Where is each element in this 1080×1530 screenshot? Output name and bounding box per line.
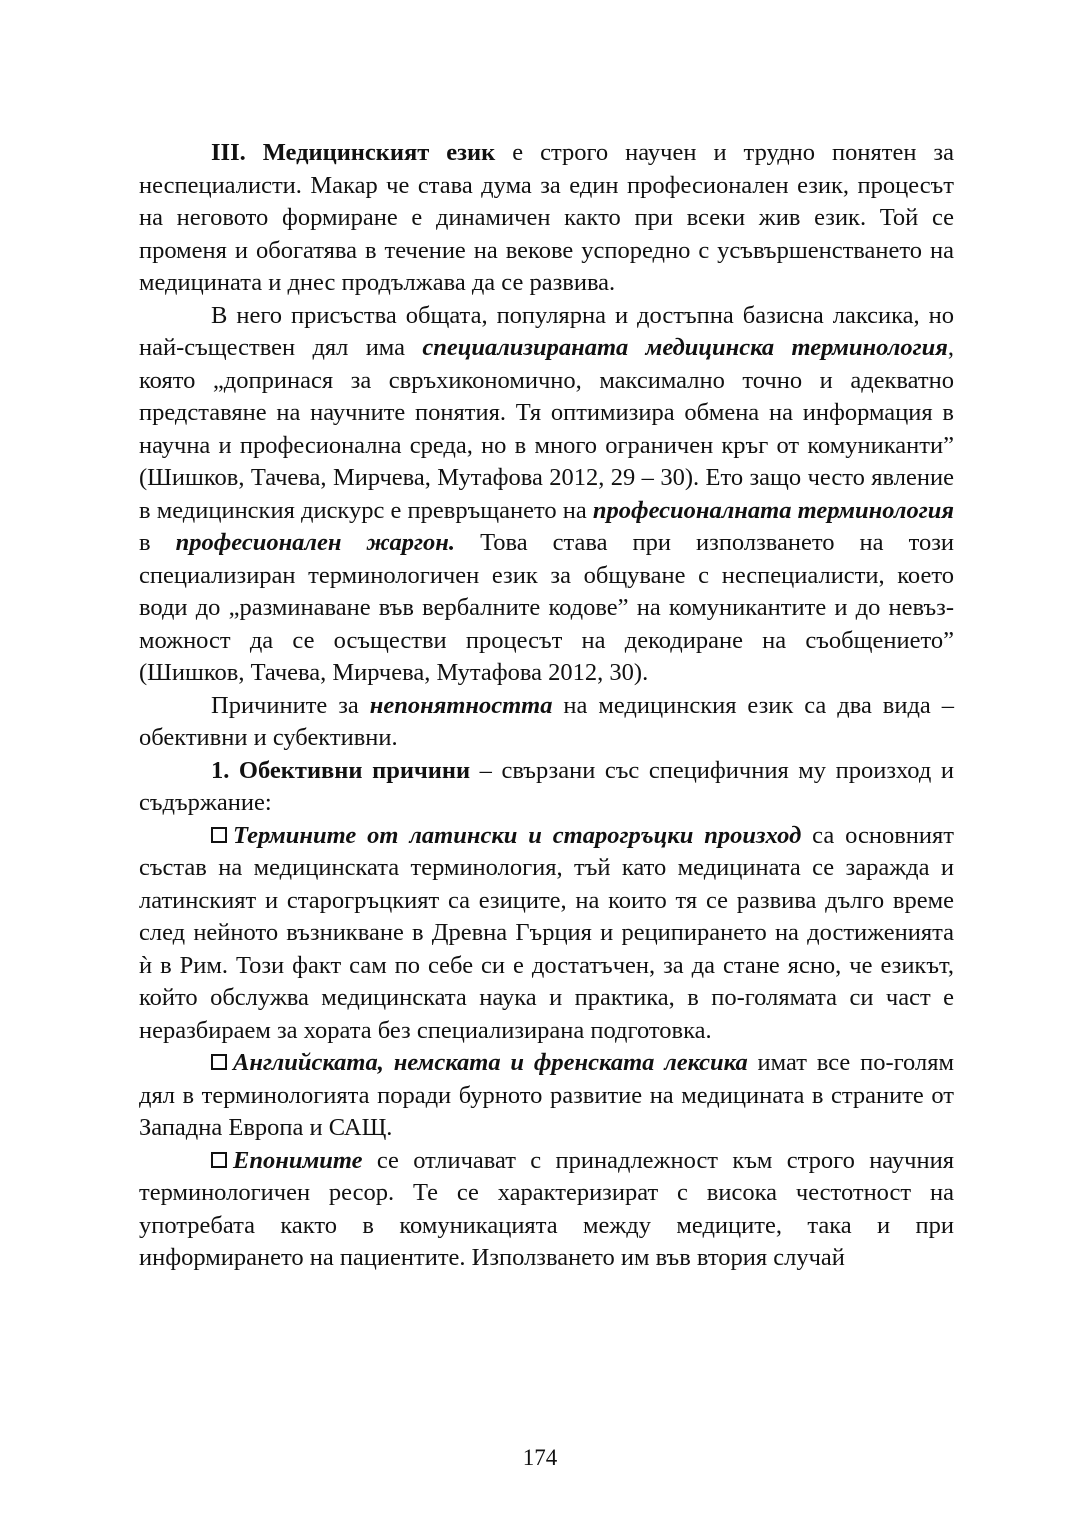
paragraph-2 bbox=[139, 300, 954, 690]
paragraph-1-segment-2: е строго научен и трудно понятен за неспециалисти. Макар че става дума за един професионален език, процесът на неговото формиране е динамичен както при всеки жив език. Той се променя и обогатява в течение на векове успоредно с усъвършенстването на медицината и днес продължава да се развива. bbox=[139, 139, 954, 296]
paragraph-2-segment-7: Това става при използването на този специализиран терминологичен език за общуване с неспециалисти, което води до „разминаване във вербалните кодове” на комуникантите и до невъзможност да се осъществи процесът на декодиране на съобщението” (Шишков, Тачева, Мирчева, Мутафова 2012, 30). bbox=[139, 529, 954, 686]
paragraph-5-term-latin-greek: Термините от латински и старогръцки произход bbox=[233, 821, 802, 849]
paragraph-7-segment-3: се отличават с принадлежност към строго научния терминологичен ресор. Те се характеризират с висока честотност на употребата както в комуникацията между медиците, така и при информирането на пациентите. Използването им във втория случай bbox=[139, 1146, 954, 1271]
paragraph-6 bbox=[139, 1047, 954, 1145]
paragraph-2-segment-5: в bbox=[139, 529, 176, 556]
paragraph-3-segment-1: Причините за bbox=[211, 691, 370, 719]
checkbox-bullet-icon bbox=[211, 1152, 227, 1168]
paragraph-2-term-specialized-terminology: специализираната медицинска терминология bbox=[422, 334, 948, 361]
paragraph-3 bbox=[139, 690, 954, 755]
checkbox-bullet-icon bbox=[211, 827, 227, 843]
paragraph-6-term-english-german-french: Английската, немската и френската лексика bbox=[233, 1049, 748, 1076]
page-number: 174 bbox=[522, 1445, 558, 1470]
paragraph-2-segment-3: , която „допринася за свръхикономично, максимално точно и адекватно представяне на научните понятия. Тя оптимизира обмена на информация в научна и професионална среда, но в много ограничен кръг от комуниканти” (Шишков, Тачева, Мирчева, Мутафова 2012, 29 – 30). Ето защо често явление в медицинския дискурс е превръщането на bbox=[139, 334, 954, 524]
paragraph-7-term-eponyms: Епонимите bbox=[233, 1146, 363, 1174]
paragraph-4-segment-2: – свързани със специфичния му произход и съдържание: bbox=[139, 756, 954, 816]
paragraph-1-segment-1: III. Медицинският език bbox=[211, 139, 496, 166]
paragraph-1 bbox=[139, 137, 954, 300]
paragraph-3-term-incomprehensibility: непонятността bbox=[369, 691, 553, 719]
paragraph-4 bbox=[139, 755, 954, 820]
paragraph-2-term-professional-terminology: професионалната терминология bbox=[592, 496, 955, 524]
paragraph-2-term-professional-jargon: професионален жаргон. bbox=[175, 529, 456, 556]
paragraph-6-segment-3: имат все по-голям дял в терминологията поради бурното развитие на медицината в страните от Западна Европа и САЩ. bbox=[139, 1049, 954, 1141]
checkbox-bullet-icon bbox=[211, 1054, 227, 1070]
page-body bbox=[139, 137, 954, 1275]
paragraph-5 bbox=[139, 820, 954, 1048]
paragraph-3-segment-3: на медицинския език са два вида – обективни и субективни. bbox=[139, 691, 954, 751]
paragraph-2-segment-1: В него присъства общата, популярна и достъпна базисна лаксика, но най-съществен дял има bbox=[139, 301, 954, 361]
paragraph-5-segment-3: са основният състав на медицинската терминология, тъй като медицината се заражда и латинският и старогръцкият са езиците, на които тя се развива дълго време след нейното възникване в Древна Гърция и реципирането на достиженията ѝ в Рим. Този факт сам по себе си е достатъчен, за да стане ясно, че езикът, който обслужва медицинската наука и практика, в по-голямата си част е неразбираем за хората без специализирана подготовка. bbox=[139, 821, 954, 1044]
section-heading-objective-causes: 1. Обективни причини bbox=[211, 756, 471, 784]
paragraph-7 bbox=[139, 1145, 954, 1275]
